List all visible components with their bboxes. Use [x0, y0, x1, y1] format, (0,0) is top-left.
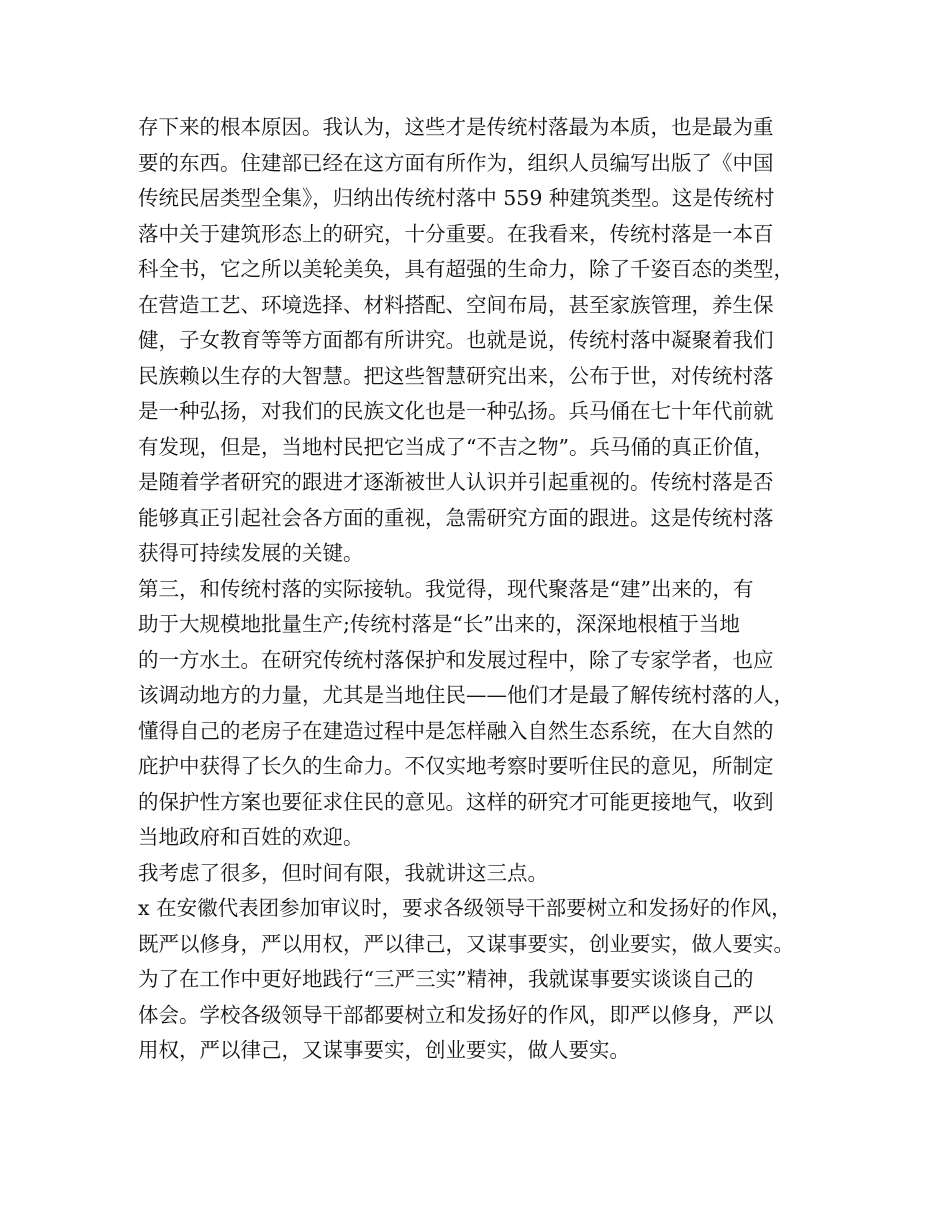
text-line: 当地政府和百姓的欢迎。 [138, 825, 364, 849]
text-line: 庇护中获得了长久的生命力。不仅实地考察时要听住民的意见，所制定 [138, 754, 774, 778]
text-line: 要的东西。住建部已经在这方面有所作为，组织人员编写出版了《中国 [138, 150, 774, 175]
text-line: 科全书，它之所以美轮美奂，具有超强的生命力，除了千姿百态的类型， [138, 257, 794, 281]
text-line: 有发现，但是，当地村民把它当成了“不吉之物”。兵马俑的真正价值， [138, 434, 774, 459]
text-line: 懂得自己的老房子在建造过程中是怎样融入自然生态系统，在大自然的 [138, 718, 774, 743]
text-line: x 在安徽代表团参加审议时，要求各级领导干部要树立和发扬好的作风， [138, 896, 792, 920]
text-line: 的保护性方案也要征求住民的意见。这样的研究才可能更接地气，收到 [138, 789, 774, 814]
text-line: 既严以修身，严以用权，严以律己，又谋事要实，创业要实，做人要实。 [138, 931, 794, 956]
text-line: 体会。学校各级领导干部都要树立和发扬好的作风，即严以修身，严以 [138, 1002, 774, 1027]
text-line: 用权，严以律己，又谋事要实，创业要实，做人要实。 [138, 1038, 630, 1062]
text-line: 是一种弘扬，对我们的民族文化也是一种弘扬。兵马俑在七十年代前就 [138, 399, 774, 423]
text-line: 在营造工艺、环境选择、材料搭配、空间布局，甚至家族管理，养生保 [138, 292, 774, 317]
text-line: 为了在工作中更好地践行“三严三实”精神，我就谋事要实谈谈自己的 [138, 967, 754, 991]
text-line: 我考虑了很多，但时间有限，我就讲这三点。 [138, 860, 548, 885]
text-line: 助于大规模地批量生产;传统村落是“长”出来的，深深地根植于当地 [138, 612, 740, 636]
text-line: 获得可持续发展的关键。 [138, 541, 364, 565]
text-line: 落中关于建筑形态上的研究，十分重要。在我看来，传统村落是一本百 [138, 221, 774, 246]
text-line: 存下来的根本原因。我认为，这些才是传统村落最为本质，也是最为重 [138, 115, 774, 139]
text-line: 能够真正引起社会各方面的重视，急需研究方面的跟进。这是传统村落 [138, 505, 774, 530]
text-line: 传统民居类型全集》，归纳出传统村落中 559 种建筑类型。这是传统村 [138, 186, 775, 210]
body-text [138, 110, 828, 1069]
text-line: 健，子女教育等等方面都有所讲究。也就是说，传统村落中凝聚着我们 [138, 328, 774, 352]
text-line: 民族赖以生存的大智慧。把这些智慧研究出来，公布于世，对传统村落 [138, 363, 774, 388]
text-line: 该调动地方的力量，尤其是当地住民——他们才是最了解传统村落的人， [138, 683, 794, 707]
text-line: 第三，和传统村落的实际接轨。我觉得，现代聚落是“建”出来的，有 [138, 576, 754, 601]
text-line: 是随着学者研究的跟进才逐渐被世人认识并引起重视的。传统村落是否 [138, 470, 774, 494]
text-line: 的一方水土。在研究传统村落保护和发展过程中，除了专家学者，也应 [138, 647, 774, 672]
